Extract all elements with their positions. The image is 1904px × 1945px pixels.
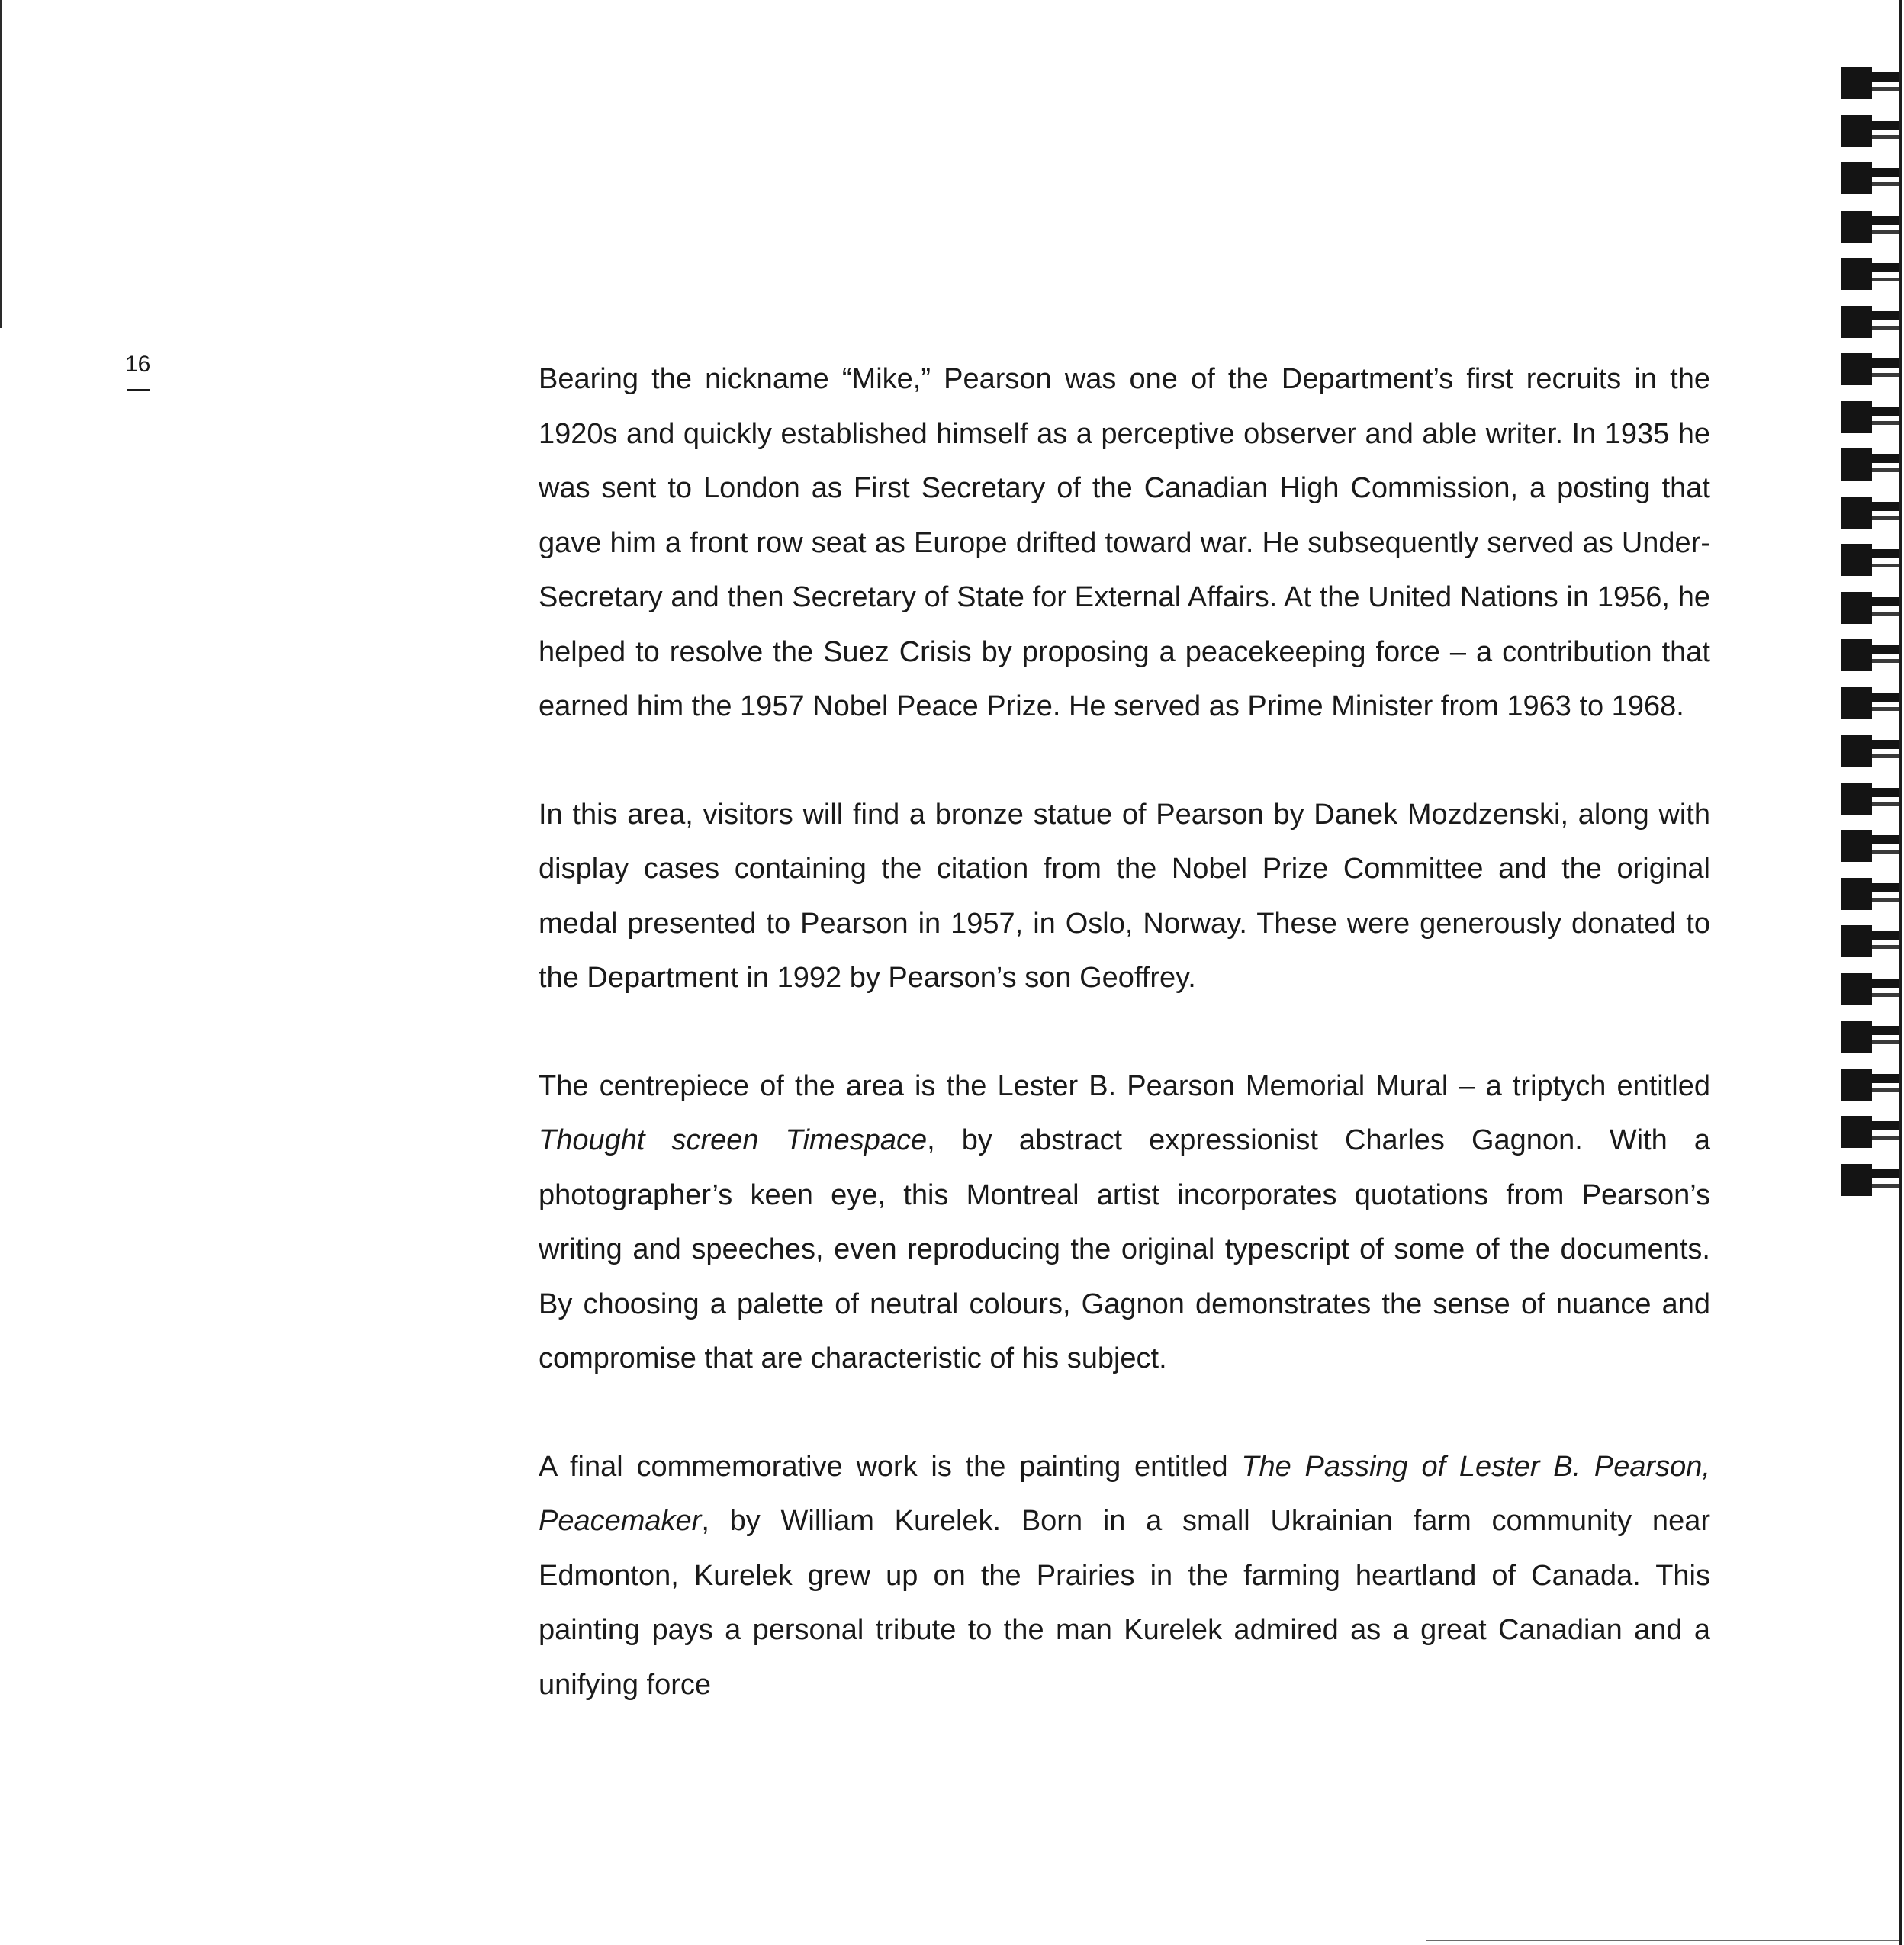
- binding-ring: [1841, 211, 1901, 243]
- paragraph: [539, 788, 1710, 1006]
- spiral-binding: [1838, 0, 1904, 1945]
- binding-ring: [1841, 115, 1901, 147]
- paragraph-text: , by William Kurelek. Born in a small Ukrainian farm community near Edmonton, Kurelek grew up on the Prairies in the farming heartland of Canada. This painting pays a personal tribute to the man Kurelek admired as a great Canadian and a unifying force: [539, 1505, 1710, 1701]
- binding-ring: [1841, 1116, 1901, 1148]
- paragraph-text: , by abstract expressionist Charles Gagnon. With a photographer’s keen eye, this Montreal artist incorporates quotations from Pearson’s writing and speeches, even reproducing the original typescript of some of the documents. By choosing a palette of neutral colours, Gagnon demonstrates the sense of nuance and compromise that are characteristic of his subject.: [539, 1124, 1711, 1374]
- page-number-underline: [127, 389, 150, 391]
- paragraph: [539, 1440, 1710, 1713]
- binding-ring: [1841, 639, 1901, 671]
- paragraph-text: The centrepiece of the area is the Lester B. Pearson Memorial Mural – a triptych entitled: [539, 1069, 1710, 1102]
- binding-ring: [1841, 830, 1901, 862]
- page-number: 16: [125, 352, 151, 377]
- italic-title: The Passing of Lester B. Pearson, Peacemaker: [539, 1450, 1710, 1537]
- binding-ring: [1841, 306, 1901, 338]
- binding-ring: [1841, 878, 1901, 910]
- binding-ring: [1841, 1164, 1901, 1196]
- binding-ring: [1841, 448, 1901, 481]
- paragraph-text: A final commemorative work is the painting entitled: [539, 1450, 1242, 1483]
- binding-ring: [1841, 687, 1901, 719]
- paragraph-text: In this area, visitors will find a bronze statue of Pearson by Danek Mozdzenski, along with display cases containing the citation from the Nobel Prize Committee and the original medal presented to Pearson in 1957, in Oslo, Norway. These were generously donated to the Department in 1992 by Pearson’s son Geoffrey.: [539, 798, 1710, 994]
- binding-ring: [1841, 401, 1901, 433]
- paragraph-text: Bearing the nickname “Mike,” Pearson was one of the Department’s first recruits in the 1920s and quickly established himself as a perceptive observer and able writer. In 1935 he was sent to London as First Secretary of the Canadian High Commission, a posting that gave him a front row seat as Europe drifted toward war. He subsequently served as Under-Secretary and then Secretary of State for External Affairs. At the United Nations in 1956, he helped to resolve the Suez Crisis by proposing a peacekeeping force – a contribution that earned him the 1957 Nobel Peace Prize. He served as Prime Minister from 1963 to 1968.: [539, 363, 1710, 722]
- italic-title: Thought screen Timespace: [539, 1124, 928, 1156]
- bottom-edge-rule: [1426, 1940, 1899, 1941]
- paragraph: [539, 352, 1710, 735]
- paragraph: [539, 1059, 1710, 1387]
- binding-ring: [1841, 973, 1901, 1005]
- binding-ring: [1841, 544, 1901, 576]
- binding-ring: [1841, 783, 1901, 815]
- binding-ring: [1841, 353, 1901, 385]
- binding-ring: [1841, 497, 1901, 529]
- page-left-edge: [0, 0, 2, 328]
- binding-ring: [1841, 592, 1901, 624]
- binding-ring: [1841, 1021, 1901, 1053]
- binding-ring: [1841, 1069, 1901, 1101]
- binding-ring: [1841, 735, 1901, 767]
- binding-ring: [1841, 258, 1901, 290]
- binding-ring: [1841, 67, 1901, 99]
- binding-ring: [1841, 925, 1901, 957]
- body-text: [539, 352, 1710, 1712]
- binding-ring: [1841, 162, 1901, 194]
